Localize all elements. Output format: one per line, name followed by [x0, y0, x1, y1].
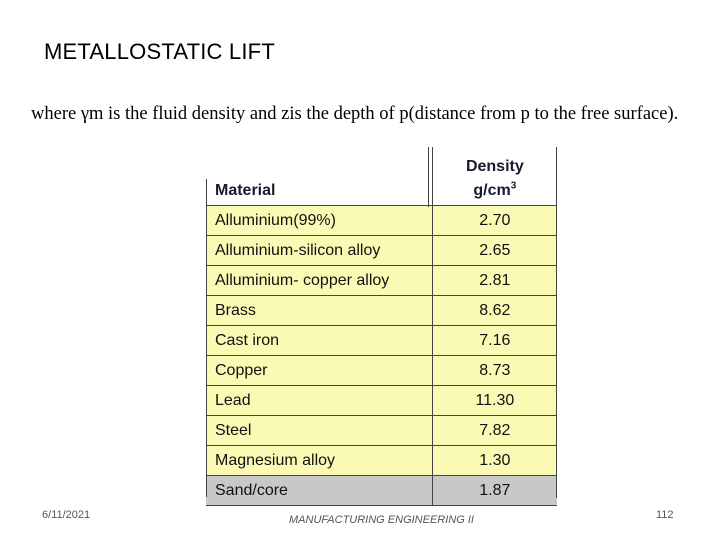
density-cell: 11.30 — [432, 386, 557, 416]
table-row — [206, 206, 557, 236]
table-row — [206, 416, 557, 446]
density-cell: 2.81 — [432, 266, 557, 296]
table-row — [206, 326, 557, 356]
header-unit-exponent: 3 — [510, 180, 517, 192]
density-cell: 1.30 — [432, 446, 557, 476]
table-row — [206, 446, 557, 476]
footer-course: MANUFACTURING ENGINEERING II — [289, 514, 474, 526]
density-cell: 8.73 — [432, 356, 557, 386]
material-cell: Lead — [206, 386, 432, 416]
table-body — [206, 206, 557, 506]
density-cell: 2.65 — [432, 236, 557, 266]
table-column-divider-top — [428, 147, 429, 207]
table-row — [206, 386, 557, 416]
material-cell: Alluminium-silicon alloy — [206, 236, 432, 266]
material-cell: Steel — [206, 416, 432, 446]
density-cell: 7.82 — [432, 416, 557, 446]
material-cell: Copper — [206, 356, 432, 386]
header-material-spacer — [206, 147, 432, 176]
density-cell: 1.87 — [432, 476, 557, 506]
body-text: where γm is the fluid density and zis the depth of p(distance from p to the free surface). — [31, 104, 679, 124]
material-cell: Brass — [206, 296, 432, 326]
material-cell: Alluminium- copper alloy — [206, 266, 432, 296]
header-unit — [432, 176, 557, 206]
table-header-row-2 — [206, 176, 557, 206]
density-table — [206, 147, 557, 506]
table-right-border — [556, 147, 557, 498]
header-unit-text: g/cm — [473, 181, 511, 199]
density-cell: 8.62 — [432, 296, 557, 326]
header-density: Density — [465, 158, 524, 175]
table-row — [206, 476, 557, 506]
density-table-container — [206, 147, 557, 498]
table-row — [206, 266, 557, 296]
table-header-row-1 — [206, 147, 557, 176]
material-cell: Cast iron — [206, 326, 432, 356]
material-cell: Alluminium(99%) — [206, 206, 432, 236]
footer-date: 6/11/2021 — [42, 509, 91, 521]
table-row — [206, 236, 557, 266]
table-left-border — [206, 179, 207, 497]
table-row — [206, 296, 557, 326]
density-cell: 7.16 — [432, 326, 557, 356]
footer-page-number: 112 — [656, 509, 674, 521]
slide-title: METALLOSTATIC LIFT — [44, 39, 275, 64]
density-cell: 2.70 — [432, 206, 557, 236]
material-cell: Sand/core — [206, 476, 432, 506]
header-material: Material — [206, 176, 432, 206]
table-row — [206, 356, 557, 386]
material-cell: Magnesium alloy — [206, 446, 432, 476]
